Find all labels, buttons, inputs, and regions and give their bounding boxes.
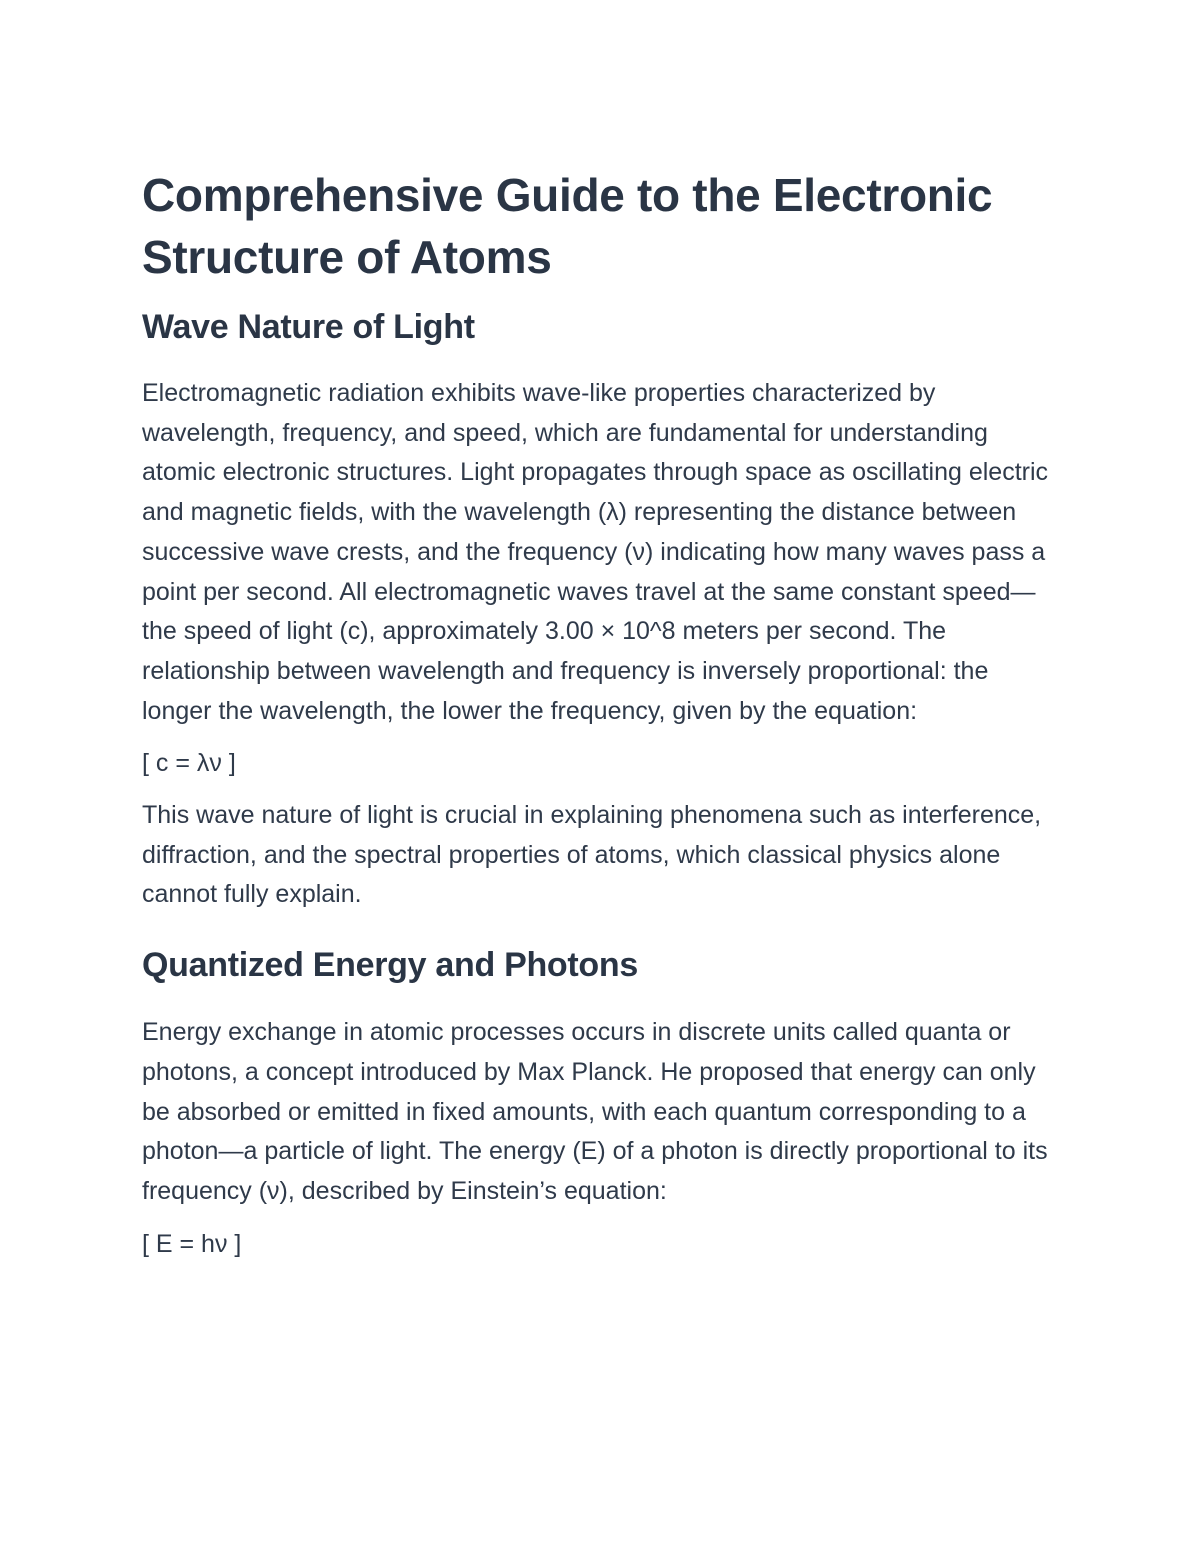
section-heading-wave-nature: Wave Nature of Light — [142, 308, 475, 346]
document-title: Comprehensive Guide to the Electronic Structure of Atoms — [142, 169, 993, 283]
equation-c-lambda-nu: [ c = λν ] — [142, 749, 236, 778]
quantized-energy-paragraph-1: Energy exchange in atomic processes occurs in discrete units called quanta or photons, a concept introduced by Max Planck. He proposed that energy can only be absorbed or emitted in fixed amounts, with each quantum corresponding to a photon—a particle of light. The energy (E) of a photon is directly proportional to its frequency (ν), described by Einstein’s equation: — [142, 1018, 1048, 1205]
wave-nature-paragraph-2: This wave nature of light is crucial in explaining phenomena such as interference, diffraction, and the spectral properties of atoms, which classical physics alone cannot fully explain. — [142, 801, 1042, 909]
section-heading-quantized-energy: Quantized Energy and Photons — [142, 946, 638, 985]
wave-nature-paragraph-1: Electromagnetic radiation exhibits wave-like properties characterized by wavelength, frequency, and speed, which are fundamental for understanding atomic electronic structures. Light propagates through space as oscillating electric and magnetic fields, with the wavelength (λ) representing the distance between successive wave crests, and the frequency (ν) indicating how many waves pass a point per second. All electromagnetic waves travel at the same constant speed—the speed of light (c), approximately 3.00 × 10^8 meters per second. The relationship between wavelength and frequency is inversely proportional: the longer the wavelength, the lower the frequency, given by the equation: — [142, 379, 1049, 725]
equation-e-h-nu: [ E = hν ] — [142, 1229, 242, 1258]
document-page — [142, 160, 1062, 1264]
